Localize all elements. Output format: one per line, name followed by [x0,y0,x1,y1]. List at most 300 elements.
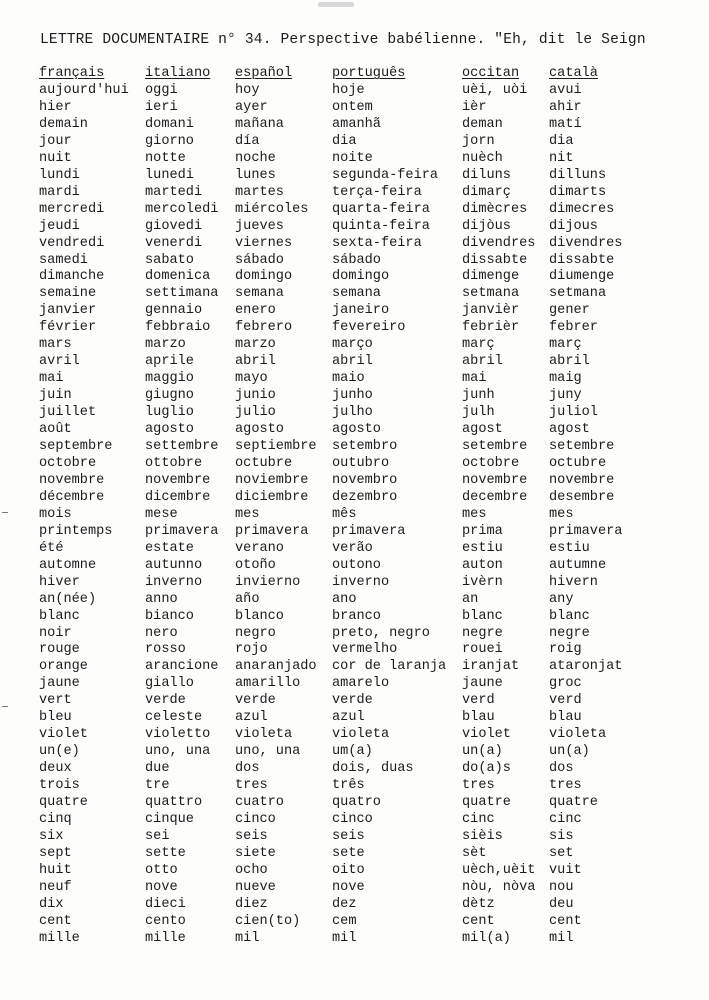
word-cell: inverno [145,574,203,590]
word-cell: avril [39,354,80,370]
word-cell: novembre [39,472,105,488]
word-cell: any [549,591,574,607]
word-cell: dicembre [145,489,211,505]
table-row [38,168,692,185]
word-cell: cent [549,913,582,929]
word-cell: sis [549,828,574,844]
word-cell: sexta-feira [332,235,422,251]
word-cell: quatre [39,795,88,811]
word-cell: mayo [235,371,268,387]
table-row [38,659,692,676]
word-cell: arancione [145,659,219,675]
word-cell: tres [235,778,268,794]
word-cell: cent [39,913,72,929]
vocabulary-rows [38,83,692,948]
word-cell: rouge [39,642,80,658]
word-cell: gener [549,303,590,319]
word-cell: julio [235,405,276,421]
word-cell: martedi [145,184,203,200]
word-cell: nove [145,879,178,895]
table-row [38,422,692,439]
word-cell: negre [549,625,590,641]
word-cell: bleu [39,710,72,726]
word-cell: verão [332,540,373,556]
word-cell: an [462,591,479,607]
word-cell: hoy [235,83,260,98]
word-cell: setembre [549,439,615,455]
word-cell: nero [145,625,178,641]
word-cell: giugno [145,388,194,404]
word-cell: três [332,778,365,794]
word-cell: jour [39,133,72,149]
word-cell: novembro [332,472,398,488]
word-cell: ivèrn [462,574,503,590]
word-cell: agosto [145,422,194,438]
word-cell: violet [39,727,88,743]
word-cell: otto [145,862,178,878]
word-cell: invierno [235,574,301,590]
word-cell: mille [145,930,186,946]
word-cell: cuatro [235,795,284,811]
word-cell: quatre [549,795,598,811]
word-cell: novembre [145,472,211,488]
word-cell: aprile [145,354,194,370]
word-cell: juillet [39,405,97,421]
table-row [38,761,692,778]
word-cell: décembre [39,489,105,505]
word-cell: verde [145,693,186,709]
word-cell: maig [549,371,582,387]
word-cell: juin [39,388,72,404]
word-cell: prima [462,523,503,539]
word-cell: mes [549,506,574,522]
word-cell: dois, duas [332,761,414,777]
table-row [38,134,692,151]
word-cell: tres [462,778,495,794]
word-cell: quinta-feira [332,218,430,234]
table-row [38,354,692,371]
word-cell: amanhã [332,116,381,132]
word-cell: nueve [235,879,276,895]
word-cell: domenica [145,269,211,285]
word-cell: preto, negro [332,625,430,641]
word-cell: febrero [235,320,293,336]
column-header [38,65,144,83]
word-cell: lunes [235,167,276,183]
word-cell: violeta [549,727,607,743]
word-cell: um(a) [332,744,373,760]
word-cell: mil [332,930,357,946]
word-cell: noir [39,625,72,641]
word-cell: ocho [235,862,268,878]
word-cell: seis [332,828,365,844]
word-cell: auton [462,557,503,573]
word-cell: primavera [332,523,406,539]
word-cell: dimecres [549,201,615,217]
word-cell: juliol [549,405,598,421]
word-cell: siete [235,845,276,861]
word-cell: août [39,422,72,438]
word-cell: settembre [145,439,219,455]
word-cell: estiu [549,540,590,556]
table-row [38,727,692,744]
word-cell: ayer [235,99,268,115]
word-cell: rosso [145,642,186,658]
word-cell: ottobre [145,455,203,471]
word-cell: setembro [332,439,398,455]
word-cell: blanc [549,608,590,624]
word-cell: octubre [549,455,607,471]
word-cell: junho [332,388,373,404]
table-row [38,575,692,592]
word-cell: uno, una [235,744,301,760]
word-cell: mai [462,371,487,387]
table-row [38,286,692,303]
word-cell: ano [332,591,357,607]
word-cell: año [235,591,260,607]
word-cell: noviembre [235,472,309,488]
table-row [38,778,692,795]
table-row [38,846,692,863]
word-cell: março [332,337,373,353]
word-cell: divendres [462,235,536,251]
word-cell: sete [332,845,365,861]
word-cell: février [39,320,97,336]
word-cell: agost [462,422,503,438]
column-header [461,65,548,83]
word-cell: abril [549,354,590,370]
table-row [38,320,692,337]
word-cell: sette [145,845,186,861]
column-header-label: occitan [462,66,520,81]
table-row [38,236,692,253]
word-cell: abril [462,354,503,370]
word-cell: seis [235,828,268,844]
word-cell: inverno [332,574,390,590]
word-cell: mil [235,930,260,946]
word-cell: amarillo [235,676,301,692]
word-cell: rojo [235,642,268,658]
word-cell: febbraio [145,320,211,336]
word-cell: mars [39,337,72,353]
table-row [38,202,692,219]
word-cell: mês [332,506,357,522]
word-cell: hier [39,99,72,115]
column-header [331,65,461,83]
word-cell: noche [235,150,276,166]
word-cell: octobre [39,455,97,471]
word-cell: orange [39,659,88,675]
word-cell: settimana [145,286,219,302]
word-cell: deman [462,116,503,132]
table-row [38,710,692,727]
word-cell: hivern [549,574,598,590]
word-cell: vermelho [332,642,398,658]
word-cell: janvier [39,303,97,319]
word-cell: viernes [235,235,293,251]
table-row [38,914,692,931]
word-cell: julho [332,405,373,421]
word-cell: groc [549,676,582,692]
word-cell: blau [462,710,495,726]
table-row [38,609,692,626]
column-header [234,65,331,83]
word-cell: mercoledi [145,201,219,217]
word-cell: tres [549,778,582,794]
word-cell: ahir [549,99,582,115]
word-cell: neuf [39,879,72,895]
word-cell: nuèch [462,150,503,166]
word-cell: fevereiro [332,320,406,336]
table-row [38,185,692,202]
table-row [38,541,692,558]
word-cell: sábado [332,252,381,268]
word-cell: quarta-feira [332,201,430,217]
word-cell: novembre [549,472,615,488]
word-cell: cinque [145,811,194,827]
table-row [38,253,692,270]
word-cell: nuit [39,150,72,166]
word-cell: dimècres [462,201,528,217]
document-title: LETTRE DOCUMENTAIRE n° 34. Perspective babélienne. "Eh, dit le Seign [40,32,646,48]
word-cell: aujourd'hui [39,83,129,98]
word-cell: mes [235,506,260,522]
word-cell: violeta [235,727,293,743]
table-row [38,473,692,490]
word-cell: junio [235,388,276,404]
table-row [38,456,692,473]
word-cell: vuit [549,862,582,878]
word-cell: nit [549,150,574,166]
word-cell: sei [145,828,170,844]
word-cell: mañana [235,116,284,132]
word-cell: quattro [145,795,203,811]
word-cell: giorno [145,133,194,149]
word-cell: segunda-feira [332,167,439,183]
word-cell: vendredi [39,235,105,251]
word-cell: dos [549,761,574,777]
word-cell: febrièr [462,320,520,336]
word-cell: matí [549,116,582,132]
word-cell: uno, una [145,744,211,760]
word-cell: outono [332,557,381,573]
word-cell: verde [332,693,373,709]
word-cell: trois [39,778,80,794]
word-cell: sèt [462,845,487,861]
word-cell: vert [39,693,72,709]
table-row [38,269,692,286]
word-cell: notte [145,150,186,166]
word-cell: mardi [39,184,80,200]
word-cell: tre [145,778,170,794]
word-cell: septembre [39,439,113,455]
word-cell: un(e) [39,744,80,760]
word-cell: primavera [235,523,309,539]
table-row [38,524,692,541]
word-cell: cento [145,913,186,929]
word-cell: giallo [145,676,194,692]
word-cell: anno [145,591,178,607]
word-cell: bianco [145,608,194,624]
word-cell: primavera [549,523,623,539]
table-row [38,405,692,422]
table-row [38,693,692,710]
word-cell: iranjat [462,659,520,675]
word-cell: estiu [462,540,503,556]
word-cell: huit [39,862,72,878]
word-cell: an(née) [39,591,97,607]
word-cell: agost [549,422,590,438]
word-cell: cem [332,913,357,929]
table-row [38,897,692,914]
table-row [38,795,692,812]
word-cell: blanco [235,608,284,624]
word-cell: azul [235,710,268,726]
word-cell: jorn [462,133,495,149]
word-cell: autunno [145,557,203,573]
margin-tick [2,706,8,707]
table-row [38,642,692,659]
word-cell: ieri [145,99,178,115]
word-cell: agosto [235,422,284,438]
word-cell: diluns [462,167,511,183]
word-cell: dimarç [462,184,511,200]
word-cell: azul [332,710,365,726]
word-cell: gennaio [145,303,203,319]
word-cell: negro [235,625,276,641]
table-row [38,490,692,507]
word-cell: enero [235,303,276,319]
word-cell: violet [462,727,511,743]
word-cell: branco [332,608,381,624]
table-row [38,100,692,117]
word-cell: dijous [549,218,598,234]
word-cell: set [549,845,574,861]
word-cell: octubre [235,455,293,471]
word-cell: dilluns [549,167,607,183]
column-header-label: español [235,66,293,81]
word-cell: mois [39,506,72,522]
word-cell: decembre [462,489,528,505]
word-cell: setmana [462,286,520,302]
table-row [38,439,692,456]
table-row [38,812,692,829]
word-cell: dos [235,761,260,777]
word-cell: negre [462,625,503,641]
word-cell: maggio [145,371,194,387]
word-cell: blau [549,710,582,726]
column-header-label: italiano [145,66,211,81]
language-header-row [38,65,692,83]
word-cell: juny [549,388,582,404]
word-cell: dimarts [549,184,607,200]
table-row [38,219,692,236]
word-cell: octobre [462,455,520,471]
table-row [38,337,692,354]
table-row [38,676,692,693]
column-header-label: català [549,66,598,81]
word-cell: domingo [235,269,293,285]
table-row [38,83,692,100]
word-cell: ataronjat [549,659,623,675]
word-cell: rouei [462,642,503,658]
column-header-label: français [39,66,105,81]
word-cell: avui [549,83,582,98]
word-cell: dix [39,896,64,912]
column-header [548,65,692,83]
word-cell: dètz [462,896,495,912]
word-cell: violeta [332,727,390,743]
word-cell: ontem [332,99,373,115]
word-cell: dieci [145,896,186,912]
word-cell: sabato [145,252,194,268]
word-cell: uèi, uòi [462,83,528,98]
word-cell: oggi [145,83,178,98]
word-cell: julh [462,405,495,421]
table-row [38,829,692,846]
word-cell: amarelo [332,676,390,692]
word-cell: desembre [549,489,615,505]
column-header [144,65,234,83]
word-cell: sept [39,845,72,861]
word-cell: junh [462,388,495,404]
word-cell: autumne [549,557,607,573]
table-row [38,592,692,609]
word-cell: cinc [549,811,582,827]
word-cell: sièis [462,828,503,844]
word-cell: verd [462,693,495,709]
word-cell: un(a) [549,744,590,760]
word-cell: diez [235,896,268,912]
word-cell: janeiro [332,303,390,319]
word-cell: miércoles [235,201,309,217]
word-cell: jueves [235,218,284,234]
word-cell: març [462,337,495,353]
word-cell: dimanche [39,269,105,285]
word-cell: maio [332,371,365,387]
word-cell: marzo [235,337,276,353]
word-cell: quatro [332,795,381,811]
word-cell: novembre [462,472,528,488]
word-cell: mille [39,930,80,946]
word-cell: verd [549,693,582,709]
word-cell: nòu, nòva [462,879,536,895]
word-cell: giovedi [145,218,203,234]
word-cell: diumenge [549,269,615,285]
word-cell: cor de laranja [332,659,447,675]
word-cell: setmana [549,286,607,302]
word-cell: deu [549,896,574,912]
word-cell: celeste [145,710,203,726]
word-cell: primavera [145,523,219,539]
word-cell: agosto [332,422,381,438]
word-cell: març [549,337,582,353]
word-cell: setembre [462,439,528,455]
word-cell: demain [39,116,88,132]
word-cell: nove [332,879,365,895]
word-cell: febrer [549,320,598,336]
vocabulary-table [38,65,692,948]
word-cell: roig [549,642,582,658]
word-cell: lundi [39,167,80,183]
word-cell: dissabte [462,252,528,268]
word-cell: cien(to) [235,913,301,929]
word-cell: samedi [39,252,88,268]
word-cell: outubro [332,455,390,471]
word-cell: oito [332,862,365,878]
table-row [38,558,692,575]
word-cell: dijòus [462,218,511,234]
